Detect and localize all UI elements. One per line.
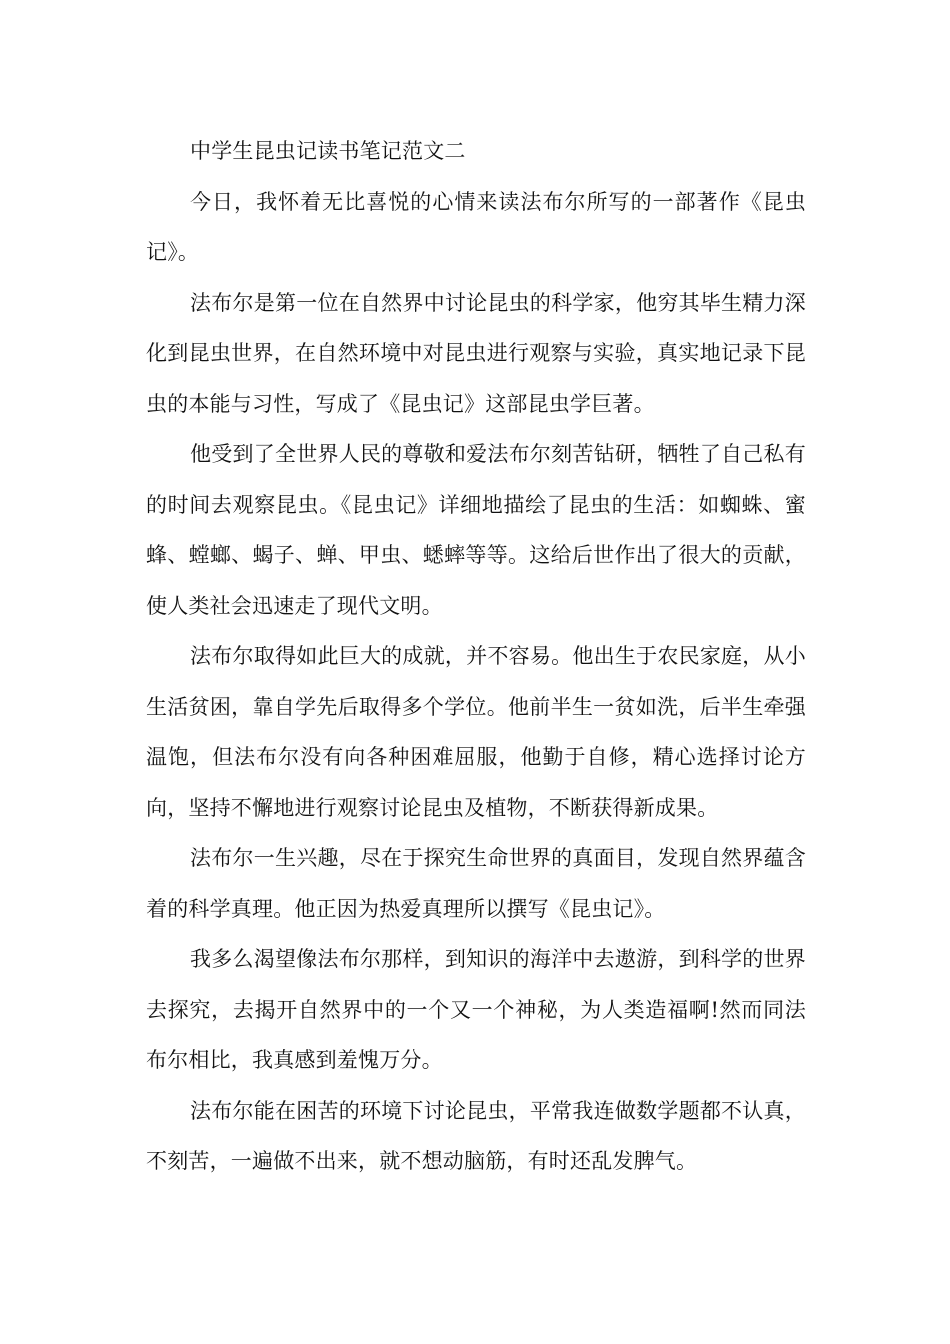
- paragraph-7: 法布尔能在困苦的环境下讨论昆虫，平常我连做数学题都不认真，不刻苦，一遍做不出来，就不想动脑筋，有时还乱发脾气。: [146, 1098, 806, 1173]
- paragraph-6: 我多么渴望像法布尔那样，到知识的海洋中去遨游，到科学的世界去探究，去揭开自然界中的一个又一个神秘，为人类造福啊!然而同法布尔相比，我真感到羞愧万分。: [146, 947, 806, 1072]
- paragraph-4: 法布尔取得如此巨大的成就，并不容易。他出生于农民家庭，从小生活贫困，靠自学先后取得多个学位。他前半生一贫如洗，后半生牵强温饱，但法布尔没有向各种困难屈服，他勤于自修，精心选择讨论方向，坚持不懈地进行观察讨论昆虫及植物，不断获得新成果。: [146, 644, 806, 820]
- document-body: [146, 126, 806, 1187]
- paragraph-3: 他受到了全世界人民的尊敬和爱法布尔刻苦钻研，牺牲了自己私有的时间去观察昆虫。《昆虫记》详细地描绘了昆虫的生活：如蜘蛛、蜜蜂、螳螂、蝎子、蝉、甲虫、蟋蟀等等。这给后世作出了很大的贡献，使人类社会迅速走了现代文明。: [146, 442, 806, 618]
- document-title: 中学生昆虫记读书笔记范文二: [190, 139, 466, 163]
- paragraph-5: 法布尔一生兴趣，尽在于探究生命世界的真面目，发现自然界蕴含着的科学真理。他正因为热爱真理所以撰写《昆虫记》。: [146, 846, 806, 921]
- paragraph-2: 法布尔是第一位在自然界中讨论昆虫的科学家，他穷其毕生精力深化到昆虫世界，在自然环境中对昆虫进行观察与实验，真实地记录下昆虫的本能与习性，写成了《昆虫记》这部昆虫学巨著。: [146, 290, 806, 416]
- paragraph-1: 今日，我怀着无比喜悦的心情来读法布尔所写的一部著作《昆虫记》。: [146, 189, 806, 264]
